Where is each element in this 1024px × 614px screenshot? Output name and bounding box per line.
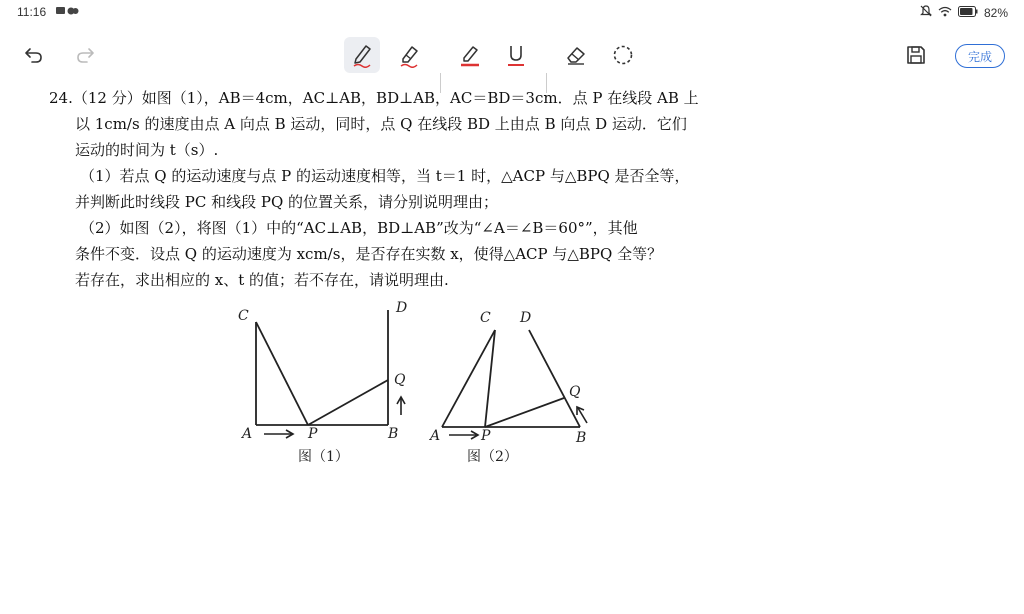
question-line: 运动的时间为 t（s）. [75,141,219,159]
redo-icon [74,44,96,66]
eraser-pen-button[interactable] [391,37,427,73]
question-line: （2）如图（2），将图（1）中的“AC⊥AB，BD⊥AB”改为“∠A＝∠B＝60°”，其他 [80,219,638,237]
battery-icon [958,6,978,20]
question-line: 条件不变．设点 Q 的运动速度为 xcm/s，是否存在实数 x，使得△ACP 与△BPQ 全等？ [75,245,663,263]
point-label-q: Q [569,384,581,400]
point-label-c: C [238,308,249,324]
underline-icon [504,42,528,68]
status-right [920,5,1008,20]
eraser-button[interactable] [558,37,594,73]
point-label-b: B [576,430,587,446]
done-button[interactable]: 完成 [955,44,1005,68]
point-label-b: B [388,426,399,442]
battery-percent: 82% [983,5,1008,20]
lasso-button[interactable] [605,37,641,73]
question-line: 若存在，求出相应的 x、t 的值；若不存在，请说明理由. [75,271,449,289]
eraser-pen-icon [397,42,421,68]
status-time: 11:16 [17,5,47,19]
eraser-icon [564,43,588,67]
question-line: 以 1cm/s 的速度由点 A 向点 B 运动，同时，点 Q 在线段 BD 上由点 B 向点 D 运动．它们 [75,115,687,133]
notification-icons [56,6,80,19]
annotation-toolbar [0,30,1024,82]
mute-icon [920,5,932,20]
pen-icon [350,42,374,68]
status-bar [0,0,1024,24]
question-line: （1）若点 Q 的运动速度与点 P 的运动速度相等，当 t＝1 时，△ACP 与△BPQ 是否全等， [80,167,690,185]
pen-tool-button[interactable] [344,37,380,73]
point-label-a: A [242,426,253,442]
undo-icon [23,44,45,66]
figure-1-caption: 图（1） [298,449,349,465]
point-label-p: P [481,428,491,444]
point-label-p: P [308,426,318,442]
save-icon [905,44,927,66]
wifi-icon [938,6,952,20]
document-page [0,82,1024,614]
figure-2 [425,302,605,472]
underline-button[interactable] [498,37,534,73]
lasso-icon [611,43,635,67]
point-label-a: A [430,428,441,444]
undo-button[interactable] [16,37,52,73]
point-label-d: D [396,300,408,316]
point-label-c: C [480,310,491,326]
point-label-d: D [520,310,532,326]
point-label-q: Q [394,372,406,388]
redo-button[interactable] [67,37,103,73]
highlighter-icon [458,42,482,68]
highlighter-button[interactable] [452,37,488,73]
figure-1 [230,302,430,472]
question-line: 24.（12 分）如图（1），AB＝4cm，AC⊥AB，BD⊥AB，AC＝BD＝3cm．点 P 在线段 AB 上 [49,89,699,107]
question-line: 并判断此时线段 PC 和线段 PQ 的位置关系，请分别说明理由； [75,193,499,211]
figure-2-caption: 图（2） [467,449,518,465]
save-button[interactable] [898,37,934,73]
